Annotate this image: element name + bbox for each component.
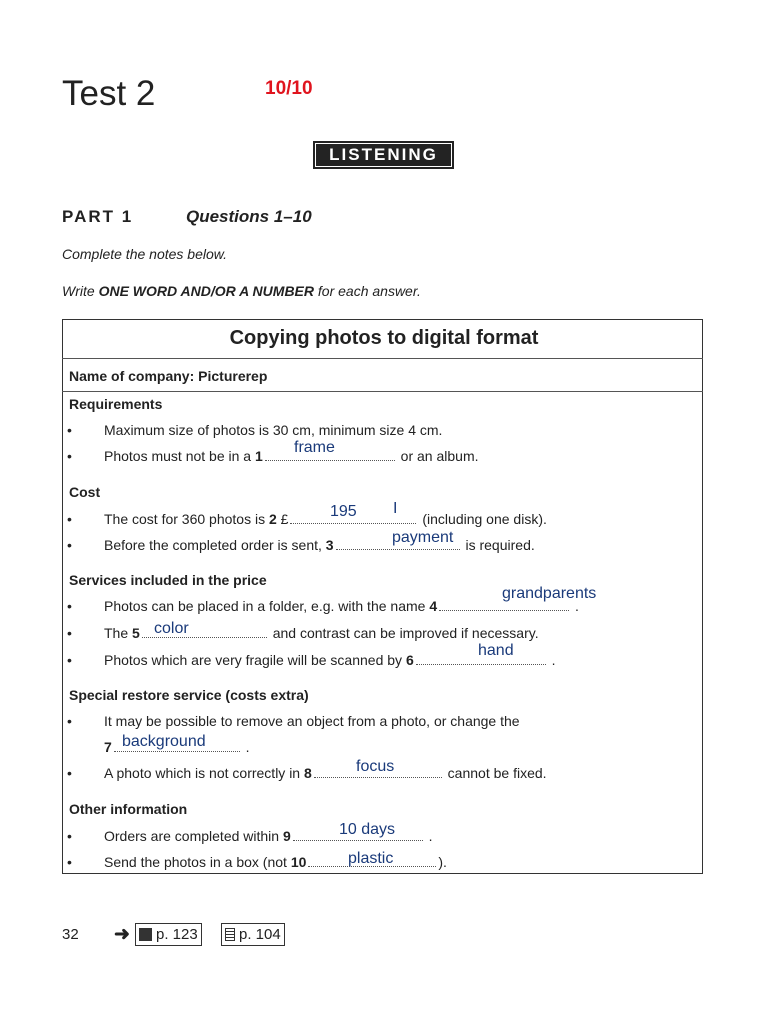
note-text: . xyxy=(424,828,433,844)
answer-blank-3[interactable] xyxy=(336,548,460,550)
question-number: 4 xyxy=(429,598,438,614)
note-text: Send the photos in a box (not xyxy=(104,854,291,870)
answer-7: background xyxy=(122,733,206,750)
bullet: • xyxy=(67,713,72,729)
question-number: 7 xyxy=(104,739,112,755)
bullet: • xyxy=(67,625,72,641)
note-line xyxy=(104,765,547,781)
note-line xyxy=(104,537,535,553)
bullet: • xyxy=(67,422,72,438)
company-name: Name of company: Picturerep xyxy=(69,368,268,384)
bullet: • xyxy=(67,652,72,668)
bullet: • xyxy=(67,448,72,464)
section-heading-requirements: Requirements xyxy=(69,396,163,412)
answer-key-icon xyxy=(225,928,235,941)
divider xyxy=(62,358,703,359)
answer-3: payment xyxy=(392,529,454,546)
bullet: • xyxy=(67,828,72,844)
note-text: . xyxy=(241,739,250,755)
bullet: • xyxy=(67,598,72,614)
note-text: Before the completed order is sent, xyxy=(104,537,326,553)
note-text: cannot be fixed. xyxy=(443,765,547,781)
note-line xyxy=(104,448,479,464)
question-number: 9 xyxy=(282,828,291,844)
answer-6: hand xyxy=(478,642,514,659)
divider xyxy=(62,391,703,392)
question-number: 8 xyxy=(304,765,312,781)
instruction-text: Write xyxy=(62,283,99,299)
audio-script-icon xyxy=(139,928,152,941)
note-text: or an album. xyxy=(396,448,479,464)
answer-blank-8[interactable] xyxy=(314,776,442,778)
answer-blank-6[interactable] xyxy=(416,663,546,665)
answer-5: color xyxy=(154,620,189,637)
instruction-line-2 xyxy=(62,283,421,299)
question-number: 6 xyxy=(405,652,414,668)
audio-script-reference[interactable] xyxy=(135,923,202,946)
instruction-emphasis: ONE WORD AND/OR A NUMBER xyxy=(98,283,314,299)
bullet: • xyxy=(67,511,72,527)
section-badge: LISTENING xyxy=(313,141,454,169)
note-text: and contrast can be improved if necessary. xyxy=(268,625,539,641)
answer-10: plastic xyxy=(348,850,394,867)
currency-symbol: £ xyxy=(276,511,289,527)
answer-blank-2[interactable] xyxy=(290,522,416,524)
instruction-text: for each answer. xyxy=(314,283,421,299)
bullet: • xyxy=(67,854,72,870)
note-text: is required. xyxy=(461,537,535,553)
question-number: 5 xyxy=(132,625,140,641)
note-text: A photo which is not correctly in xyxy=(104,765,304,781)
note-line xyxy=(104,854,447,870)
note-line: Maximum size of photos is 30 cm, minimum size 4 cm. xyxy=(104,422,443,438)
answer-blank-4[interactable] xyxy=(439,609,569,611)
instruction-line-1: Complete the notes below. xyxy=(62,246,227,262)
answer-2-mark: I xyxy=(393,500,398,517)
questions-label: Questions 1–10 xyxy=(186,207,312,226)
question-number: 3 xyxy=(325,537,334,553)
answer-key-reference[interactable] xyxy=(221,923,285,946)
note-text: Orders are completed within xyxy=(104,828,283,844)
note-text: The xyxy=(104,625,133,641)
question-number: 2 xyxy=(268,511,277,527)
question-number: 10 xyxy=(290,854,307,870)
note-line: It may be possible to remove an object from a photo, or change the xyxy=(104,713,520,729)
section-heading-cost: Cost xyxy=(69,484,101,500)
note-line xyxy=(104,511,547,527)
page-number: 32 xyxy=(62,926,79,943)
page-title: Test 2 xyxy=(62,74,156,113)
bullet: • xyxy=(67,537,72,553)
answer-blank-9[interactable] xyxy=(293,839,423,841)
note-text: . xyxy=(571,598,579,614)
answer-4: grandparents xyxy=(502,585,597,602)
note-text: The cost for 360 photos is xyxy=(104,511,269,527)
reference-label: p. 104 xyxy=(239,926,281,943)
answer-1: frame xyxy=(294,439,335,456)
reference-label: p. 123 xyxy=(156,926,198,943)
section-heading-services: Services included in the price xyxy=(69,572,267,588)
section-heading-restore: Special restore service (costs extra) xyxy=(69,687,309,703)
answer-9: 10 days xyxy=(339,821,396,838)
note-text: Photos can be placed in a folder, e.g. with the name xyxy=(104,598,430,614)
arrow-right-icon: ➜ xyxy=(114,924,130,945)
answer-2: 195 xyxy=(330,503,357,520)
bullet: • xyxy=(67,765,72,781)
score-annotation: 10/10 xyxy=(265,78,313,99)
note-text: ). xyxy=(438,854,447,870)
question-number: 1 xyxy=(254,448,263,464)
answer-blank-1[interactable] xyxy=(265,459,395,461)
section-heading-other: Other information xyxy=(69,801,188,817)
note-text: . xyxy=(547,652,556,668)
answer-8: focus xyxy=(356,758,395,775)
part-label: PART 1 xyxy=(62,207,134,226)
note-text: Photos which are very fragile will be scanned by xyxy=(104,652,406,668)
note-text: (including one disk). xyxy=(418,511,547,527)
note-text: Photos must not be in a xyxy=(104,448,255,464)
notes-title: Copying photos to digital format xyxy=(229,327,539,349)
